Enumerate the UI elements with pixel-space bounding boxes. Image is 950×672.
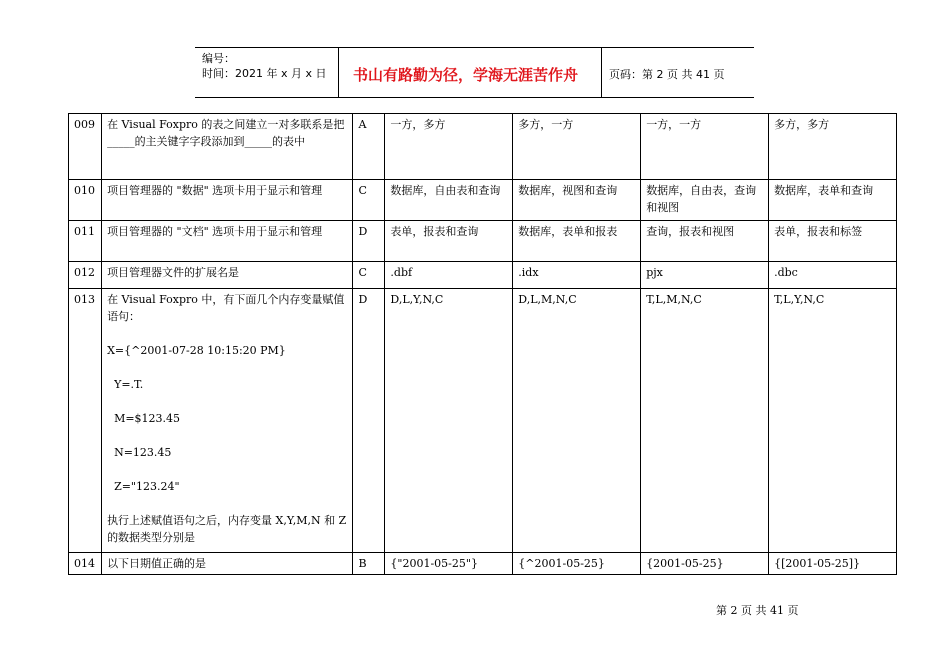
option-a: .dbf [385, 262, 513, 289]
option-d: .dbc [769, 262, 897, 289]
time-label: 时间：2021 年 x 月 x 日 [202, 67, 327, 80]
question-line: 在 Visual Foxpro 的表之间建立一对多联系是把_____的主关键字字段添加到_____的表中 [107, 118, 345, 148]
option-a: {"2001-05-25"} [385, 553, 513, 575]
header-motto: 书山有路勤为径，学海无涯苦作舟 [353, 66, 579, 84]
answer-key: B [353, 553, 385, 575]
question-line [107, 325, 347, 342]
question-line: 项目管理器的 "文档" 选项卡用于显示和管理 [107, 225, 323, 238]
number-label: 编号： [202, 52, 235, 65]
question-row [69, 180, 897, 221]
question-row [69, 289, 897, 553]
question-text [102, 180, 353, 221]
question-text [102, 553, 353, 575]
question-line [107, 427, 347, 444]
question-id: 013 [69, 289, 102, 553]
question-row [69, 553, 897, 575]
option-a: 数据库，自由表和查询 [385, 180, 513, 221]
option-c: 一方，一方 [641, 114, 769, 180]
option-b: 数据库，视图和查询 [513, 180, 641, 221]
page-footer: 第 2 页 共 41 页 [716, 604, 799, 617]
option-b: 数据库，表单和报表 [513, 221, 641, 262]
question-text [102, 262, 353, 289]
option-c: pjx [641, 262, 769, 289]
question-row [69, 262, 897, 289]
question-line [107, 495, 347, 512]
question-line: X={^2001-07-28 10:15:20 PM} [107, 344, 286, 357]
option-d: 数据库，表单和查询 [769, 180, 897, 221]
question-line: Y=.T. [107, 378, 144, 391]
option-c: {2001-05-25} [641, 553, 769, 575]
header-divider [601, 48, 602, 97]
option-d: T,L,Y,N,C [769, 289, 897, 553]
question-line: 项目管理器的 "数据" 选项卡用于显示和管理 [107, 184, 323, 197]
question-line: Z="123.24" [107, 480, 180, 493]
question-line [107, 359, 347, 376]
question-id: 011 [69, 221, 102, 262]
question-id: 010 [69, 180, 102, 221]
question-id: 012 [69, 262, 102, 289]
question-table [68, 113, 897, 575]
question-line [107, 393, 347, 410]
option-d: {[2001-05-25]} [769, 553, 897, 575]
question-text [102, 221, 353, 262]
option-b: .idx [513, 262, 641, 289]
option-a: 一方，多方 [385, 114, 513, 180]
header-divider [338, 48, 339, 97]
option-d: 多方，多方 [769, 114, 897, 180]
question-text [102, 289, 353, 553]
question-line: 在 Visual Foxpro 中，有下面几个内存变量赋值语句： [107, 293, 345, 323]
question-line [107, 461, 347, 478]
option-c: 数据库，自由表，查询和视图 [641, 180, 769, 221]
question-line: 以下日期值正确的是 [107, 557, 207, 570]
question-line: 项目管理器文件的扩展名是 [107, 266, 240, 279]
answer-key: D [353, 289, 385, 553]
question-row [69, 114, 897, 180]
answer-key: C [353, 262, 385, 289]
option-c: T,L,M,N,C [641, 289, 769, 553]
option-a: D,L,Y,N,C [385, 289, 513, 553]
question-id: 014 [69, 553, 102, 575]
header-page-number: 页码：第 2 页 共 41 页 [609, 68, 725, 81]
option-b: 多方，一方 [513, 114, 641, 180]
page-header [195, 47, 754, 98]
answer-key: A [353, 114, 385, 180]
option-a: 表单，报表和查询 [385, 221, 513, 262]
question-line: 执行上述赋值语句之后，内存变量 X,Y,M,N 和 Z 的数据类型分别是 [107, 514, 350, 544]
option-b: D,L,M,N,C [513, 289, 641, 553]
question-id: 009 [69, 114, 102, 180]
question-table-body [69, 114, 897, 575]
header-meta [202, 51, 327, 81]
option-c: 查询，报表和视图 [641, 221, 769, 262]
answer-key: D [353, 221, 385, 262]
option-d: 表单，报表和标签 [769, 221, 897, 262]
answer-key: C [353, 180, 385, 221]
question-row [69, 221, 897, 262]
option-b: {^2001-05-25} [513, 553, 641, 575]
question-line: N=123.45 [107, 446, 172, 459]
question-line: M=$123.45 [107, 412, 181, 425]
question-text [102, 114, 353, 180]
